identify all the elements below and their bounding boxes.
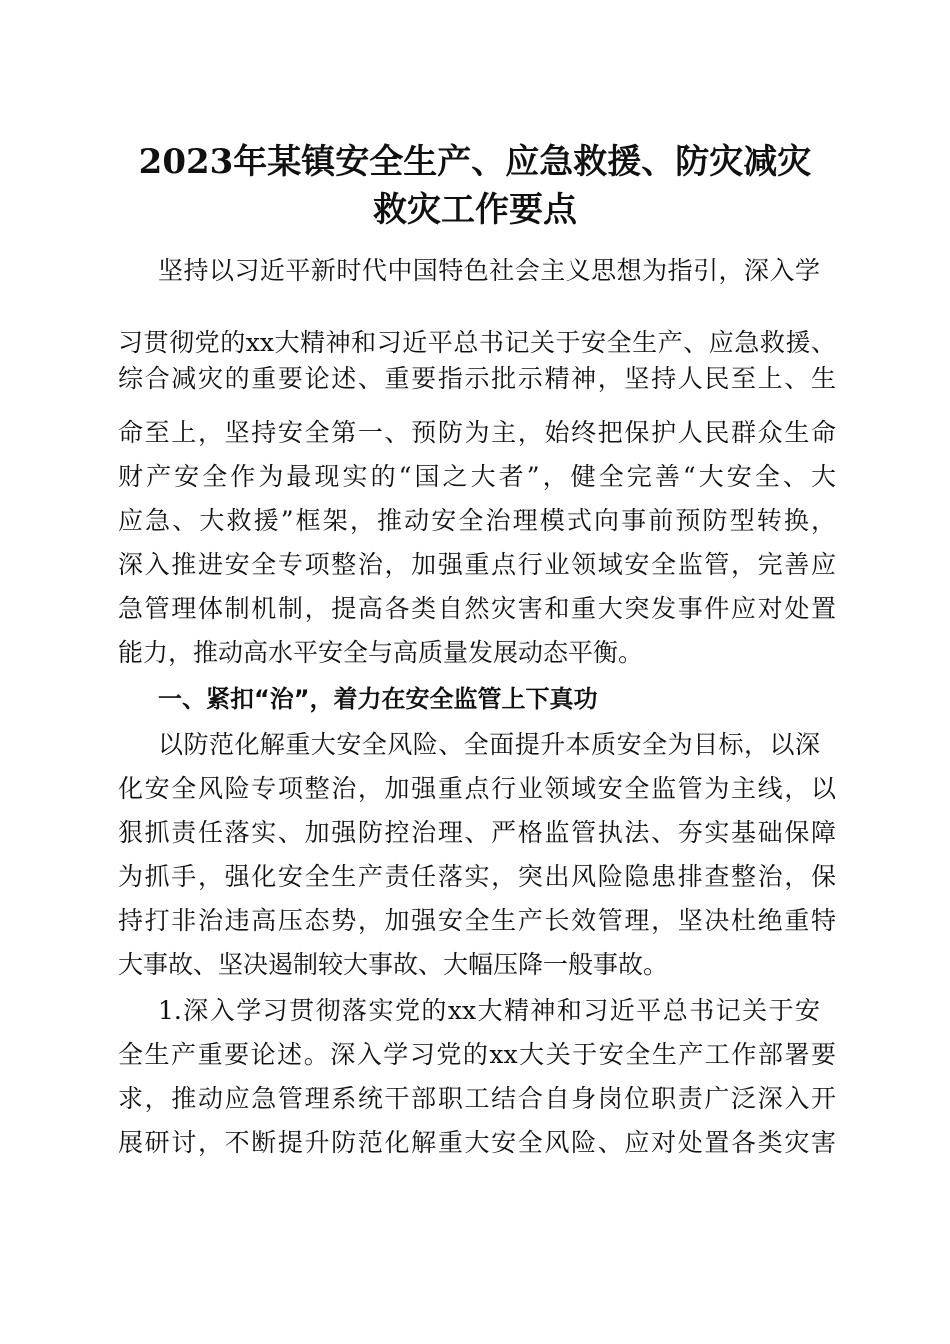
intro-line: 急管理体制机制，提高各类自然灾害和重大突发事件应对处置 bbox=[118, 594, 836, 623]
document-title-line-2: 救灾工作要点 bbox=[373, 190, 577, 230]
section1-line: 化安全风险专项整治，加强重点行业领域安全监管为主线，以 bbox=[118, 774, 836, 803]
section1-line: 为抓手，强化安全生产责任落实，突出风险隐患排查整治，保 bbox=[118, 862, 836, 891]
section-heading: 一、紧扣“治”，着力在安全监管上下真功 bbox=[158, 685, 598, 713]
intro-line: 综合减灾的重要论述、重要指示批示精神，坚持人民至上、生 bbox=[118, 364, 836, 393]
item1-line: 求，推动应急管理系统干部职工结合自身岗位职责广泛深入开 bbox=[118, 1084, 836, 1113]
intro-line: 命至上，坚持安全第一、预防为主，始终把保护人民群众生命 bbox=[118, 418, 836, 447]
item1-line: 全生产重要论述。深入学习党的xx大关于安全生产工作部署要 bbox=[118, 1040, 836, 1069]
intro-line: 应急、大救援”框架，推动安全治理模式向事前预防型转换， bbox=[118, 506, 836, 535]
item1-line: 展研讨，不断提升防范化解重大安全风险、应对处置各类灾害 bbox=[118, 1128, 836, 1157]
section1-line: 大事故、坚决遏制较大事故、大幅压降一般事故。 bbox=[118, 950, 669, 979]
intro-line: 深入推进安全专项整治，加强重点行业领域安全监管，完善应 bbox=[118, 550, 836, 579]
intro-line: 习贯彻党的xx大精神和习近平总书记关于安全生产、应急救援、 bbox=[118, 328, 836, 357]
document-title-line-1: 2023年某镇安全生产、应急救援、防灾减灾 bbox=[138, 142, 812, 182]
section1-line: 持打非治违高压态势，加强安全生产长效管理，坚决杜绝重特 bbox=[118, 906, 836, 935]
intro-line: 坚持以习近平新时代中国特色社会主义思想为指引，深入学 bbox=[158, 256, 820, 285]
intro-line: 财产安全作为最现实的“国之大者”，健全完善“大安全、大 bbox=[118, 462, 836, 491]
intro-line: 能力，推动高水平安全与高质量发展动态平衡。 bbox=[118, 638, 644, 667]
section1-line: 狠抓责任落实、加强防控治理、严格监管执法、夯实基础保障 bbox=[118, 818, 836, 847]
section1-line: 以防范化解重大安全风险、全面提升本质安全为目标，以深 bbox=[158, 730, 820, 759]
item1-line: 1.深入学习贯彻落实党的xx大精神和习近平总书记关于安 bbox=[158, 996, 820, 1025]
